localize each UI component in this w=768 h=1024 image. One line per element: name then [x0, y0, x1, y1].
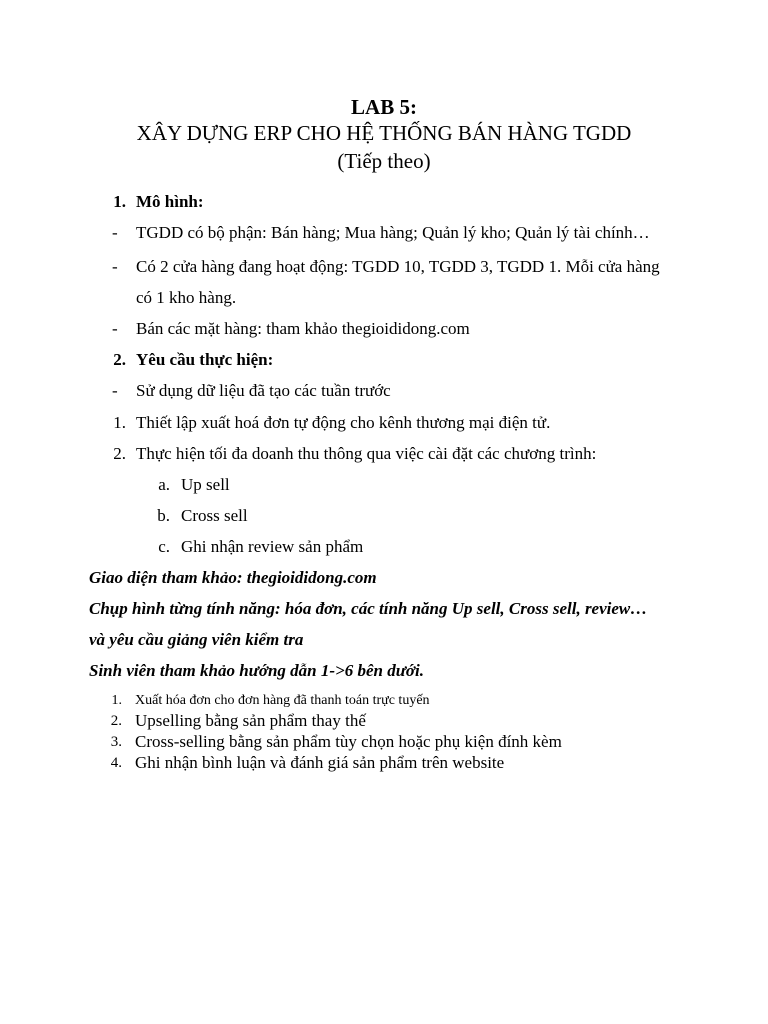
guide-item-text: Cross-selling bằng sản phẩm tùy chọn hoặc phụ kiện đính kèm: [135, 732, 562, 751]
lab-label: LAB 5:: [351, 95, 417, 119]
guide-number: 1.: [111, 693, 122, 708]
sub-item-letter: b.: [157, 506, 170, 525]
note-line: Sinh viên tham khảo hướng dẫn 1->6 bên dưới.: [89, 661, 425, 680]
sub-item-letter: c.: [158, 537, 170, 556]
section-heading-text: Yêu cầu thực hiện:: [136, 350, 274, 369]
bullet-dash: -: [112, 257, 118, 276]
guide-item-text: Ghi nhận bình luận và đánh giá sản phẩm trên website: [135, 753, 505, 772]
guide-number: 4.: [110, 755, 122, 771]
list-item-text: Sử dụng dữ liệu đã tạo các tuần trước: [136, 381, 391, 400]
note-line: và yêu cầu giảng viên kiểm tra: [89, 630, 304, 649]
document-subtitle: (Tiếp theo): [337, 149, 431, 173]
note-line: Chụp hình từng tính năng: hóa đơn, các tính năng Up sell, Cross sell, review…: [89, 599, 648, 618]
section-heading-text: Mô hình:: [136, 192, 204, 211]
guide-number: 3.: [110, 734, 122, 750]
list-item-text: Bán các mặt hàng: tham khảo thegioididong.com: [136, 319, 470, 338]
sub-item-letter: a.: [158, 475, 170, 494]
guide-item-text: Upselling bằng sản phẩm thay thế: [135, 711, 366, 730]
sub-item-text: Cross sell: [181, 506, 248, 525]
bullet-dash: -: [112, 319, 118, 338]
item-number: 1.: [113, 413, 126, 432]
numbered-item-text: Thiết lập xuất hoá đơn tự động cho kênh thương mại điện tử.: [136, 413, 551, 432]
document-title: XÂY DỰNG ERP CHO HỆ THỐNG BÁN HÀNG TGDD: [136, 121, 632, 145]
section-number: 2.: [113, 350, 126, 369]
list-item-continuation: có 1 kho hàng.: [136, 288, 237, 307]
guide-number: 2.: [110, 713, 122, 729]
sub-item-text: Ghi nhận review sản phẩm: [181, 537, 364, 556]
bullet-dash: -: [112, 223, 118, 242]
guide-item-text: Xuất hóa đơn cho đơn hàng đã thanh toán trực tuyến: [135, 693, 430, 708]
bullet-dash: -: [112, 381, 118, 400]
section-number: 1.: [113, 192, 126, 211]
sub-item-text: Up sell: [181, 475, 230, 494]
list-item-text: Có 2 cửa hàng đang hoạt động: TGDD 10, TGDD 3, TGDD 1. Mỗi cửa hàng: [136, 257, 660, 276]
item-number: 2.: [113, 444, 126, 463]
numbered-item-text: Thực hiện tối đa doanh thu thông qua việc cài đặt các chương trình:: [136, 444, 597, 463]
list-item-text: TGDD có bộ phận: Bán hàng; Mua hàng; Quản lý kho; Quản lý tài chính…: [136, 223, 650, 242]
note-line: Giao diện tham khảo: thegioididong.com: [89, 568, 377, 587]
